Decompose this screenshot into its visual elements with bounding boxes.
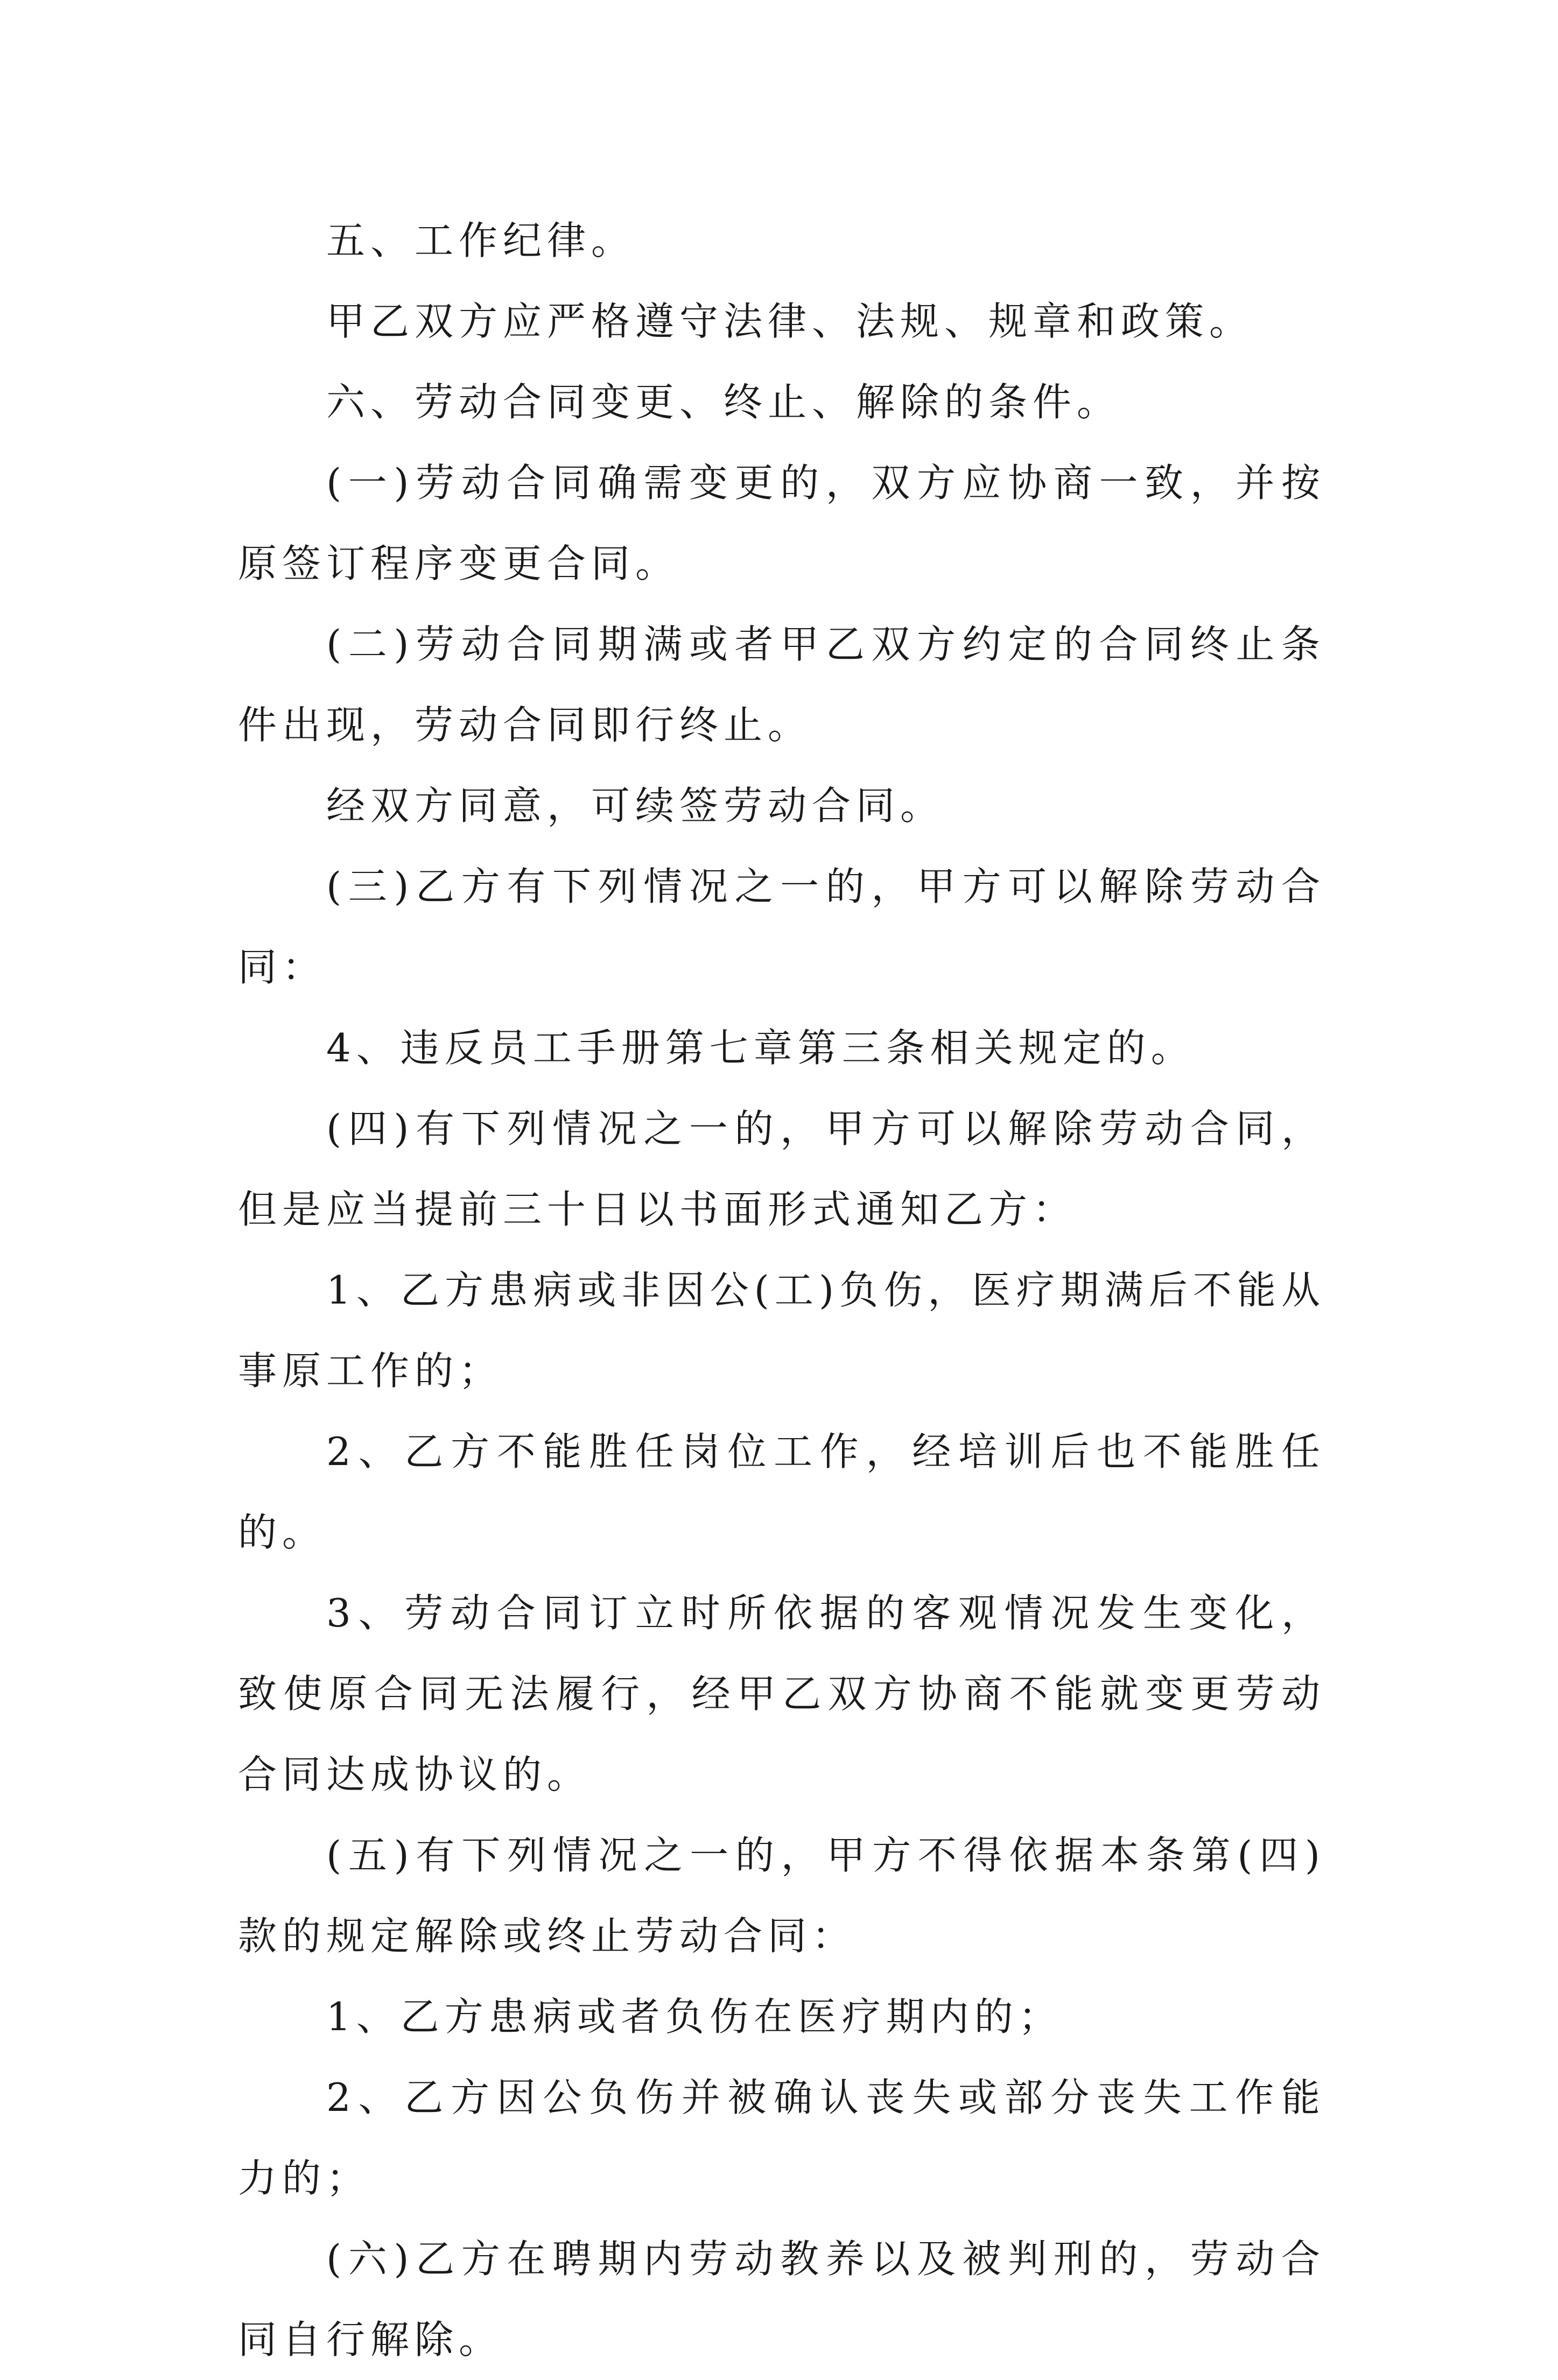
section-heading-contract-conditions: 六、劳动合同变更、终止、解除的条件。 xyxy=(326,379,1121,425)
paragraph-renewal: 经双方同意，可续签劳动合同。 xyxy=(326,783,945,828)
list-item-illness-injury: 1、乙方患病或非因公(工)负伤，医疗期满后不能从事原工作的； xyxy=(238,1268,1325,1393)
list-item-work-injury: 2、乙方因公负伤并被确认丧失或部分丧失工作能力的； xyxy=(238,2075,1325,2201)
list-item-changed-circumstances: 3、劳动合同订立时所依据的客观情况发生变化，致使原合同无法履行，经甲乙双方协商不能就变更劳动合同达成协议的。 xyxy=(238,1590,1325,1797)
clause-6-automatic-dissolution: (六)乙方在聘期内劳动教养以及被判刑的，劳动合同自行解除。 xyxy=(238,2236,1325,2362)
section-heading-work-discipline: 五、工作纪律。 xyxy=(326,218,636,263)
clause-5-no-termination: (五)有下列情况之一的，甲方不得依据本条第(四)款的规定解除或终止劳动合同： xyxy=(238,1833,1325,1959)
clause-2-contract-expiry: (二)劳动合同期满或者甲乙双方约定的合同终止条件出现，劳动合同即行终止。 xyxy=(238,622,1325,748)
clause-3-termination-by-party-a: (三)乙方有下列情况之一的，甲方可以解除劳动合同： xyxy=(238,864,1325,990)
paragraph-compliance: 甲乙双方应严格遵守法律、法规、规章和政策。 xyxy=(326,299,1254,344)
list-item-incompetence: 2、乙方不能胜任岗位工作，经培训后也不能胜任的。 xyxy=(238,1429,1325,1555)
list-item-medical-period: 1、乙方患病或者负伤在医疗期内的； xyxy=(326,1994,1063,2039)
clause-1-contract-change: (一)劳动合同确需变更的，双方应协商一致，并按原签订程序变更合同。 xyxy=(238,460,1325,586)
document-body xyxy=(238,200,1325,2380)
clause-4-notice-termination: (四)有下列情况之一的，甲方可以解除劳动合同，但是应当提前三十日以书面形式通知乙方： xyxy=(238,1106,1325,1232)
list-item-handbook-violation: 4、违反员工手册第七章第三条相关规定的。 xyxy=(326,1025,1195,1071)
